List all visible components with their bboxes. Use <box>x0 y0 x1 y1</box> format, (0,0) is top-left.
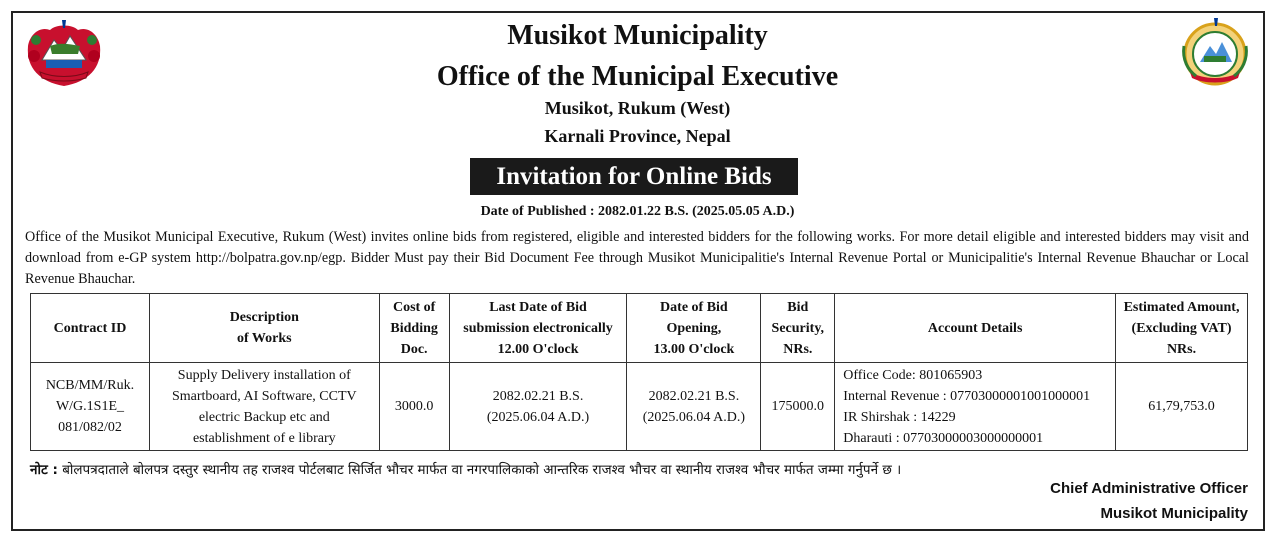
cell-description: Supply Delivery installation of Smartboard, AI Software, CCTV electric Backup etc and establishment of e library <box>149 363 379 451</box>
cell-bid-security: 175000.0 <box>761 363 835 451</box>
cell-estimated-amount: 61,79,753.0 <box>1116 363 1248 451</box>
note-text: बोलपत्रदाताले बोलपत्र दस्तुर स्थानीय तह राजश्व पोर्टलबाट सिर्जित भौचर मार्फत वा नगरपालिकाको आन्तरिक राजश्व भौचर वा स्थानीय राजश्व भौचर मार्फत जम्मा गर्नुपर्ने छ । <box>57 462 902 478</box>
header-last-date: Last Date of Bid submission electronically 12.00 O'clock <box>449 294 627 363</box>
table-header-row <box>31 294 1248 363</box>
header-opening-date: Date of Bid Opening, 13.00 O'clock <box>627 294 761 363</box>
table-row <box>31 363 1248 451</box>
header-estimated-amount: Estimated Amount, (Excluding VAT) NRs. <box>1116 294 1248 363</box>
location-line: Musikot, Rukum (West) <box>544 98 731 118</box>
nepali-note <box>30 460 1250 478</box>
header-description: Description of Works <box>149 294 379 363</box>
notice-banner: Invitation for Online Bids <box>470 158 798 195</box>
signature-title: Chief Administrative Officer <box>1050 480 1248 497</box>
header-contract-id: Contract ID <box>31 294 150 363</box>
cell-account-details: Office Code: 801065903 Internal Revenue : 07703000001001000001 IR Shirshak : 14229 Dharauti : 07703000003000000001 <box>835 363 1116 451</box>
signature-organization: Musikot Municipality <box>1100 505 1248 522</box>
header-bid-security: Bid Security, NRs. <box>761 294 835 363</box>
published-date: Date of Published : 2082.01.22 B.S. (2025.05.05 A.D.) <box>480 204 795 219</box>
office-title: Office of the Municipal Executive <box>436 61 839 92</box>
intro-paragraph: Office of the Musikot Municipal Executive, Rukum (West) invites online bids from registered, eligible and interested bidders for the following works. For more detail eligible and interested bidders may visit and download from e-GP system http://bolpatra.gov.np/egp. Bidder Must pay their Bid Document Fee through Musikot Municipalitie's Internal Revenue Portal or Municipalitie's Internal Revenue Bhauchar or Local Revenue Bhauchar. <box>25 229 1249 287</box>
note-label: नोट : <box>30 462 58 478</box>
cell-last-date: 2082.02.21 B.S. (2025.06.04 A.D.) <box>449 363 627 451</box>
municipality-title: Musikot Municipality <box>507 20 768 51</box>
cell-contract-id: NCB/MM/Ruk. W/G.1S1E_ 081/082/02 <box>31 363 150 451</box>
header-account-details: Account Details <box>835 294 1116 363</box>
cell-cost: 3000.0 <box>379 363 449 451</box>
bid-table <box>30 293 1248 451</box>
header-cost: Cost of Bidding Doc. <box>379 294 449 363</box>
cell-opening-date: 2082.02.21 B.S. (2025.06.04 A.D.) <box>627 363 761 451</box>
province-line: Karnali Province, Nepal <box>544 126 731 146</box>
